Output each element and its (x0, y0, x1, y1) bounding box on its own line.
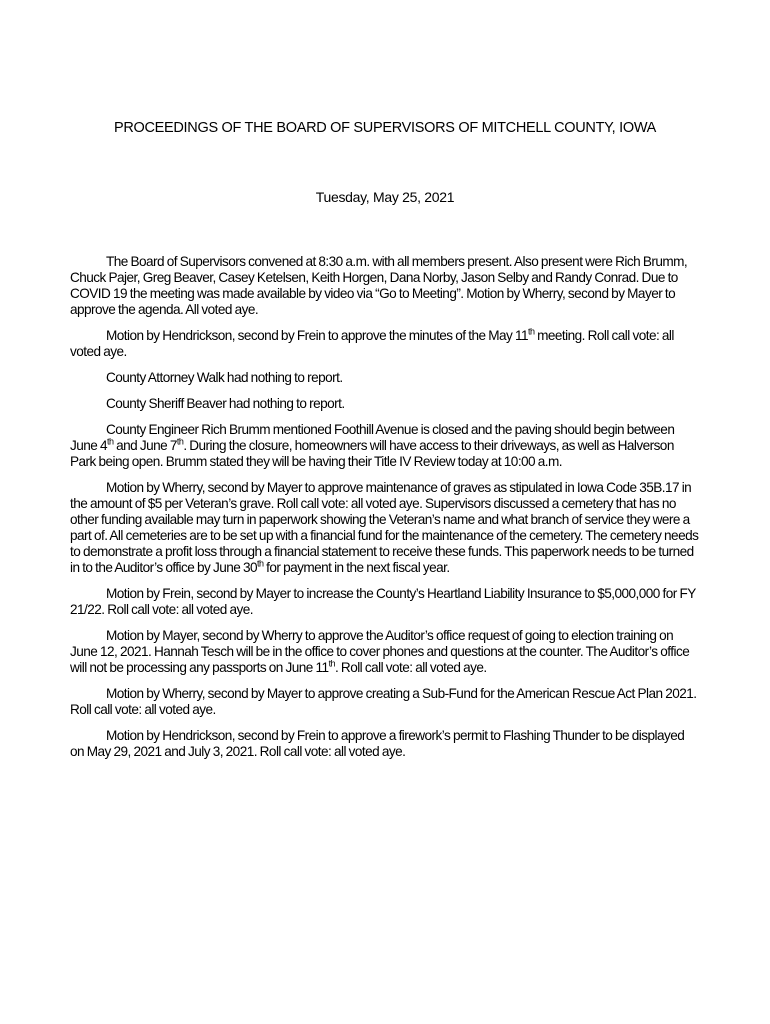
ordinal-superscript: th (528, 326, 535, 337)
meeting-date: Tuesday, May 25, 2021 (315, 189, 455, 205)
paragraph-text: Motion by Frein, second by Mayer to increase the County’s Heartland Liability Insurance to $5,000,000 for FY 21/22. Roll call vote: all voted aye. (70, 586, 696, 617)
paragraph-election-training (70, 628, 700, 676)
paragraph-engineer-report (70, 422, 700, 470)
paragraph-text: County Attorney Walk had nothing to report. (106, 370, 343, 385)
paragraph-firework-permit (70, 728, 700, 760)
paragraph-text: for payment in the next fiscal year. (263, 560, 450, 575)
paragraph-text: Motion by Wherry, second by Mayer to approve maintenance of graves as stipulated in Iowa Code 35B.17 in the amount of $5 per Veteran’s grave. Roll call vote: all voted aye. Supervisors discussed a cemetery that has no other funding available may turn in paperwork showing the Veteran’s name and what branch of service they were a part of. All cemeteries are to be set up with a financial fund for the maintenance of the cemetery. The cemetery needs to demonstrate a profit loss through a financial statement to receive these funds. This paperwork needs to be turned in to the Auditor’s office by June 30 (70, 480, 699, 575)
paragraph-text: The Board of Supervisors convened at 8:30 a.m. with all members present. Also present were Rich Brumm, Chuck Pajer, Greg Beaver, Casey Ketelsen, Keith Horgen, Dana Norby, Jason Selby and Randy Conrad. Due to COVID 19 the meeting was made available by video via “Go to Meeting”. Motion by Wherry, second by Mayer to approve the agenda. All voted aye. (70, 254, 688, 317)
paragraph-sheriff-report (70, 396, 700, 412)
paragraph-text: and June 7 (113, 438, 177, 453)
paragraph-minutes-approval (70, 328, 700, 360)
ordinal-superscript: th (257, 558, 264, 569)
paragraph-convened (70, 254, 700, 318)
paragraph-text: County Sheriff Beaver had nothing to report. (106, 396, 345, 411)
paragraph-text: . Roll call vote: all voted aye. (334, 660, 487, 675)
paragraph-text: Motion by Mayer, second by Wherry to approve the Auditor’s office request of going to election training on June 12, 2021. Hannah Tesch will be in the office to cover phones and questions at the counter. The Auditor’s office will not be processing any passports on June 11 (70, 628, 690, 675)
paragraph-graves-maintenance (70, 480, 700, 576)
document-body (70, 254, 700, 770)
document-title: PROCEEDINGS OF THE BOARD OF SUPERVISORS OF MITCHELL COUNTY, IOWA (113, 120, 657, 136)
ordinal-superscript: th (176, 436, 184, 447)
ordinal-superscript: th (107, 436, 114, 447)
paragraph-text: Motion by Hendrickson, second by Frein to approve the minutes of the May 11 (106, 328, 528, 343)
paragraph-liability-insurance (70, 586, 700, 618)
paragraph-text: . During the closure, homeowners will have access to their driveways, as well as Halverson Park being open. Brumm stated they will be having their Title IV Review today at 10:00 a.m. (70, 438, 674, 469)
paragraph-text: Motion by Wherry, second by Mayer to approve creating a Sub-Fund for the American Rescue Act Plan 2021. Roll call vote: all voted aye. (70, 686, 697, 717)
paragraph-text: Motion by Hendrickson, second by Frein to approve a firework’s permit to Flashing Thunder to be displayed on May 29, 2021 and July 3, 2021. Roll call vote: all voted aye. (70, 728, 685, 759)
paragraph-text: meeting. Roll call vote: all voted aye. (70, 328, 674, 359)
paragraph-attorney-report (70, 370, 700, 386)
paragraph-sub-fund (70, 686, 700, 718)
paragraph-text: County Engineer Rich Brumm mentioned Foothill Avenue is closed and the paving should begin between June 4 (70, 422, 675, 453)
ordinal-superscript: th (328, 658, 335, 669)
